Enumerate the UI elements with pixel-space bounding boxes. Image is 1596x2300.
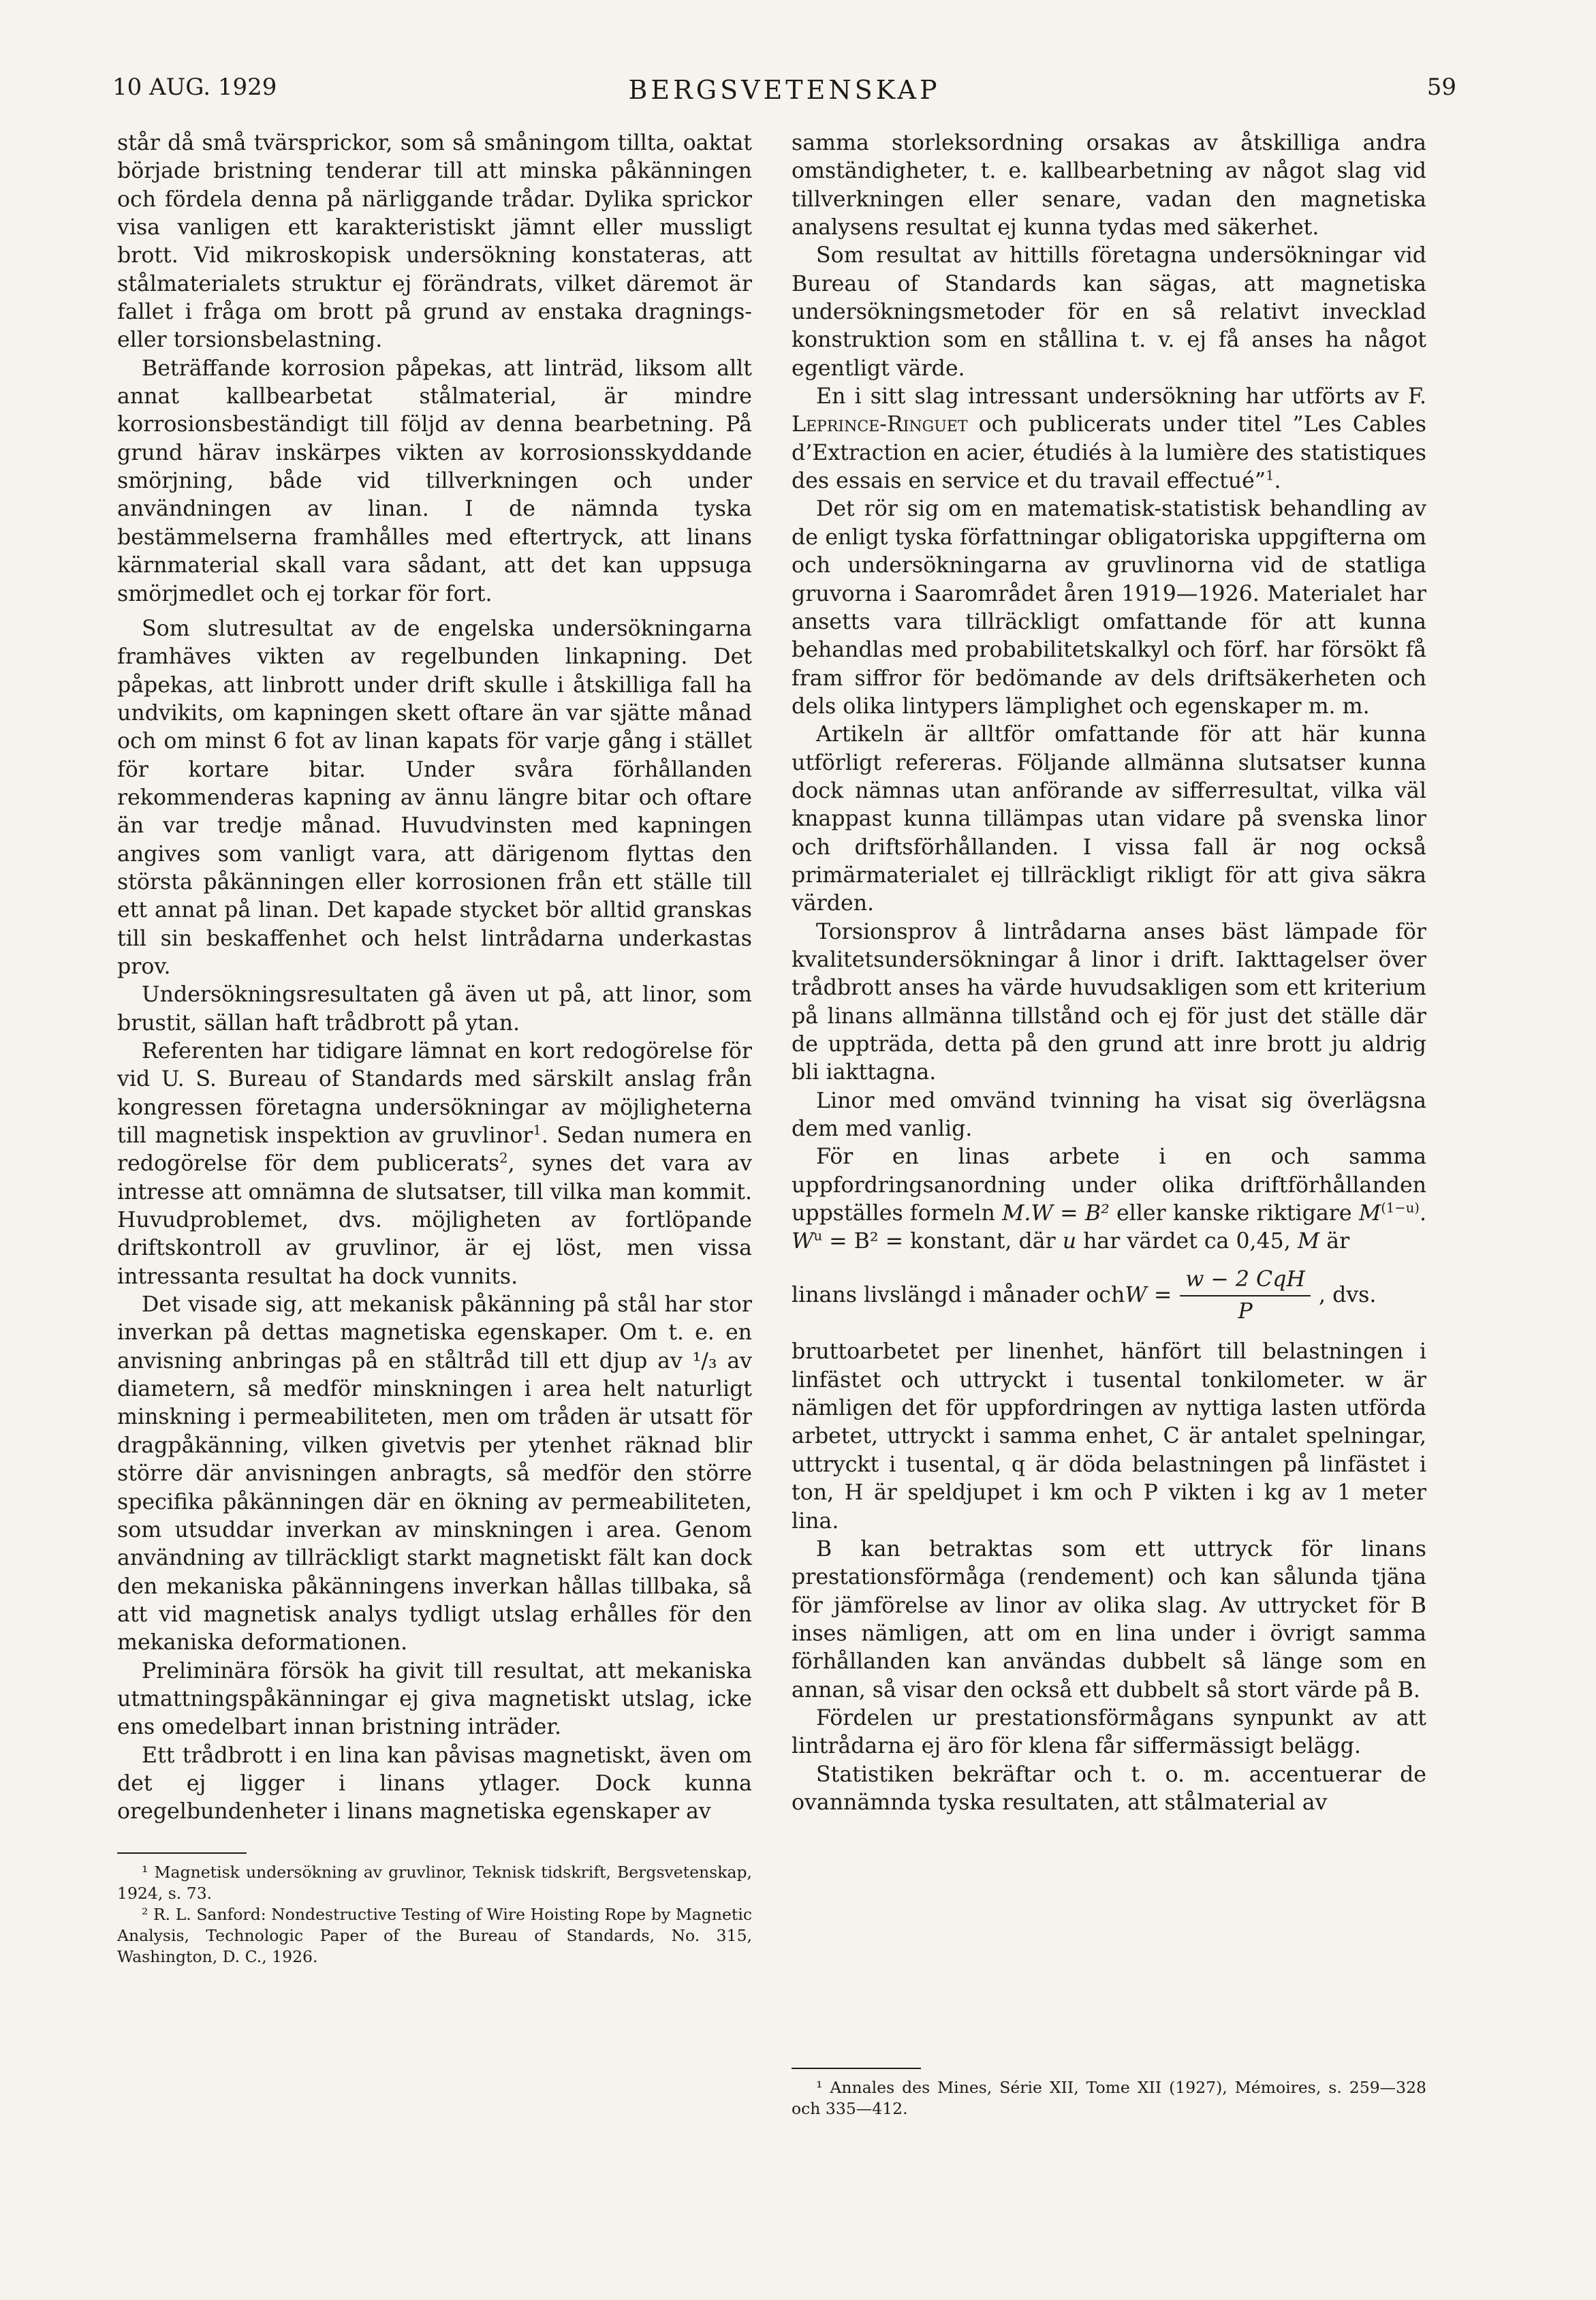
running-header: [112, 69, 1456, 110]
paragraph: Preliminära försök ha givit till resultat, att mekaniska utmattningspåkänningar ej giva magnetiskt utslag, icke ens omedelbart innan bristning inträder.: [117, 1658, 752, 1740]
equation-fraction: [1180, 1266, 1311, 1326]
paragraph: Statistiken bekräftar och t. o. m. accentuerar de ovannämnda tyska resultaten, att stålmaterial av: [792, 1762, 1426, 1815]
formula: W: [792, 1229, 814, 1254]
footnote-ref: 1: [533, 1122, 542, 1138]
paragraph: B kan betraktas som ett uttryck för linans prestationsförmåga (rendement) och kan sålunda tjäna för jämförelse av linor av olika slag. Av uttrycket för B inses nämligen, att om en lina under i övrigt samma förhållanden kan användas dubbelt så länge som en annan, så visar den också ett dubbelt så stort värde på B.: [792, 1536, 1426, 1703]
paragraph: Undersökningsresultaten gå även ut på, att linor, som brustit, sällan haft trådbrott på ytan.: [117, 982, 752, 1036]
footnote-ref: 1: [1266, 467, 1274, 484]
right-footnotes: [792, 2068, 1426, 2119]
author-name: Leprince-Ringuet: [792, 412, 968, 437]
paragraph: Linor med omvänd tvinning ha visat sig överlägsna dem med vanlig.: [792, 1088, 1426, 1142]
paragraph: Ett trådbrott i en lina kan påvisas magnetiskt, även om det ej ligger i linans ytlager. Dock kunna oregelbundenheter i linans magnetiska egenskaper av: [117, 1743, 752, 1824]
footnote: ² R. L. Sanford: Nondestructive Testing of Wire Hoisting Rope by Magnetic Analysis, Technologic Paper of the Bureau of Standards, No. 315, Washington, D. C., 1926.: [117, 1904, 752, 1966]
paragraph: står då små tvärsprickor, som så småningom tillta, oaktat började bristning tenderar till att minska påkänningen och fördela denna på närliggande trådar. Dylika sprickor visa vanligen ett karakteristiskt jämnt eller mussligt brott. Vid mikroskopisk undersökning konstateras, att stålmaterialets struktur ej förändrats, vilket däremot är fallet i fråga om brott på grund av enstaka dragnings- eller torsionsbelastning.: [117, 131, 752, 353]
paragraph: Det rör sig om en matematisk-statistisk behandling av de enligt tyska författningar obligatoriska uppgifterna om och undersökningarna av gruvlinorna vid de statliga gruvorna i Saarområdet åren 1919—1926. Materialet har ansetts vara tillräckligt omfattande för att kunna behandlas med probabilitetskalkyl och förf. har försökt få fram siffror för bedömande av dels driftsäkerheten och dels olika lintypers lämplighet och egenskaper m. m.: [792, 497, 1426, 719]
paragraph: Beträffande korrosion påpekas, att linträd, liksom allt annat kallbearbetat stålmaterial, är mindre korrosionsbeständigt till följd av denna bearbetning. På grund härav inskärpes vikten av korrosionsskyddande smörjning, både vid tillverkningen och under användningen av linan. I de nämnda tyska bestämmelserna framhålles med eftertryck, att linans kärnmaterial skall vara sådant, att det kan uppsuga smörjmedlet och ej torkar för fort.: [117, 356, 752, 606]
footnote: ¹ Annales des Mines, Série XII, Tome XII (1927), Mémoires, s. 259—328 och 335—412.: [792, 2078, 1426, 2118]
journal-title: BERGSVETENSKAP: [628, 75, 941, 105]
issue-date: 10 AUG. 1929: [112, 74, 277, 101]
paragraph: Som resultat av hittills företagna undersökningar vid Bureau of Standards kan sägas, att magnetiska undersökningsmetoder för en så relativt invecklad konstruktion som en stållina t. v. ej få anses ha något egentligt värde.: [792, 243, 1426, 381]
paragraph: Artikeln är alltför omfattande för att här kunna utförligt refereras. Följande allmänna slutsatser kunna dock nämnas utan anförande av sifferresultat, vilka väl knappast kunna tillämpas utan vidare på svenska linor och driftsförhållanden. I vissa fall är nog också primärmaterialet ej tillräckligt rikligt för att giva säkra värden.: [792, 722, 1426, 916]
footnote-rule: [792, 2068, 921, 2069]
footnote: ¹ Magnetisk undersökning av gruvlinor, Teknisk tidskrift, Bergsvetenskap, 1924, s. 73.: [117, 1862, 752, 1903]
left-column: [117, 129, 752, 1968]
paragraph: En i sitt slag intressant undersökning har utförts av F. Leprince-Ringuet och publicerats under titel ”Les Cables d’Extraction en acier, étudiés à la lumière des statistiques des essais en service et du travail effectué”$^1$.: [792, 384, 1426, 494]
paragraph: Referenten har tidigare lämnat en kort redogörelse för vid U. S. Bureau of Standards med särskilt anslag från kongressen företagna undersökningar av möjligheterna till magnetisk inspektion av gruvlinor$^1$. Sedan numera en redogörelse för dem publicerats$^2$, synes det vara av intresse att omnämna de slutsatser, till vilka man kommit. Huvudproblemet, dvs. möjligheten av fortlöpande driftskontroll av gruvlinor, är ej löst, men vissa intressanta resultat ha dock vunnits.: [117, 1039, 752, 1289]
equation-lhs: W =: [1125, 1283, 1172, 1308]
paragraph: Fördelen ur prestationsförmågans synpunkt av att lintrådarna ej äro för klena får siffermässigt belägg.: [792, 1705, 1426, 1759]
paragraph: Som slutresultat av de engelska undersökningarna framhäves vikten av regelbunden linkapning. Det påpekas, att linbrott under drift skulle i åtskilliga fall ha undvikits, om kapningen skett oftare än var sjätte månad och om minst 6 fot av linan kapats för varje gång i stället för kortare bitar. Under svåra förhållanden rekommenderas kapning av ännu längre bitar och oftare än var tredje månad. Huvudvinsten med kapningen angives som vanligt vara, att därigenom flyttas den största påkänningen eller korrosionen från ett ställe till ett annat på linan. Det kapade stycket bör alltid granskas till sin beskaffenhet och helst lintrådarna underkastas prov.: [117, 616, 752, 979]
numerator: w − 2 CqH: [1180, 1266, 1311, 1296]
page-number: 59: [1426, 74, 1456, 101]
paragraph: samma storleksordning orsakas av åtskilliga andra omständigheter, t. e. kallbearbetning av något slag vid tillverkningen eller senare, vadan den magnetiska analysens resultat ej kunna tydas med säkerhet.: [792, 131, 1426, 240]
formula: M.W = B²: [1002, 1201, 1110, 1226]
formula: M: [1358, 1201, 1381, 1226]
paragraph: Torsionsprov å lintrådarna anses bäst lämpade för kvalitetsundersökningar å linor i drift. Iakttagelser över trådbrott anses ha värde huvudsakligen som ett kriterium på linans allmänna tillstånd och ej för just det ställe där de uppträda, detta på den grund att inre brott ju aldrig bli iakttagna.: [792, 919, 1426, 1085]
footnote-rule: [117, 1852, 247, 1854]
equation: linans livslängd i månader och W = $\frac{\text{w − 2 CqH}}{P}$ , dvs.: [792, 1266, 1426, 1326]
footnote-ref: 2: [499, 1150, 508, 1166]
fraction: ¹/₃: [692, 1348, 717, 1373]
right-column: [792, 129, 1426, 1817]
paragraph: För en linas arbete i en och samma uppfordringsanordning under olika driftförhållanden uppställes formeln M.W = B² eller kanske riktigare $M^{(1-u)}$. $W^u = B^2$ = konstant, där u har värdet ca 0,45, M är: [792, 1145, 1426, 1254]
denominator: P: [1238, 1299, 1253, 1324]
paragraph: bruttoarbetet per linenhet, hänfört till belastningen i linfästet och uttryckt i tusental tonkilometer. w är nämligen det för uppfordringen av nyttiga lasten utförda arbetet, uttryckt i samma enhet, C är antalet spelningar, uttryckt i tusental, q är döda belastningen på linfästet i ton, H är speldjupet i km och P vikten i kg av 1 meter lina.: [792, 1339, 1426, 1534]
paragraph: Det visade sig, att mekanisk påkänning på stål har stor inverkan på dettas magnetiska egenskaper. Om t. e. en anvisning anbringas på en ståltråd till ett djup av ¹/₃ av diametern, så medför minskningen i area helt naturligt minskning i permeabiliteten, men om tråden är utsatt för dragpåkänning, vilken givetvis per ytenhet räknad blir större där anvisningen anbragts, så medför den större specifika påkänningen där en ökning av permeabiliteten, som utsuddar inverkan av minskningen i area. Genom användning av tillräckligt starkt magnetiskt fält kan dock den mekaniska påkänningens inverkan hållas tillbaka, så att vid magnetisk analys tydligt utslag erhålles för den mekaniska deformationen.: [117, 1292, 752, 1656]
